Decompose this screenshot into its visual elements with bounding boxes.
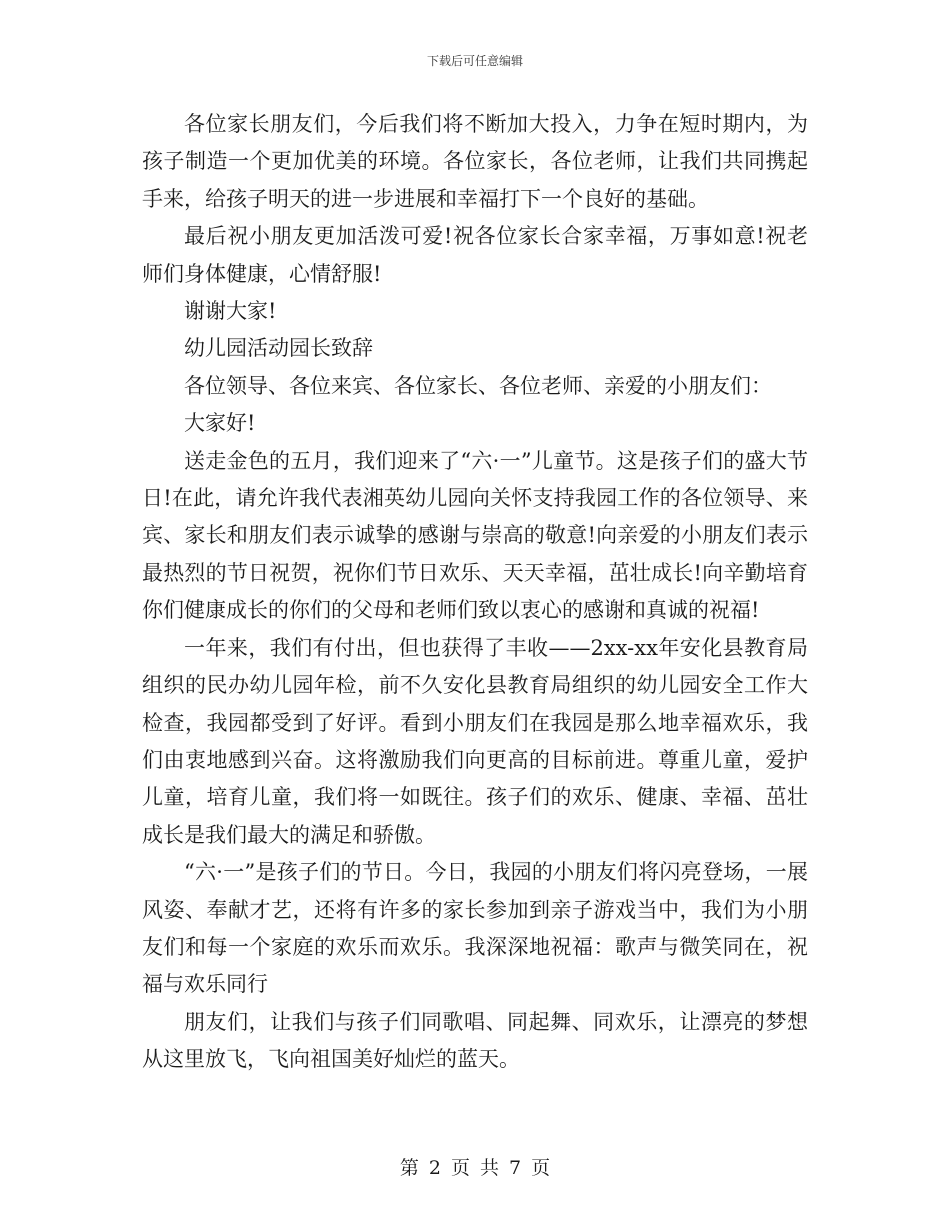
paragraph: 谢谢大家! — [184, 299, 277, 324]
paragraph: “六·一”是孩子们的节日。今日，我园的小朋友们将闪亮登场，一展风姿、奉献才艺，还将有许多的家长参加到亲子游戏当中，我们为小朋友们和每一个家庭的欢乐而欢乐。我深深地祝福：歌声与微笑同在，祝福与欢乐同行 — [142, 860, 808, 997]
paragraph: 最后祝小朋友更加活泼可爱!祝各位家长合家幸福，万事如意!祝老师们身体健康，心情舒服! — [142, 224, 808, 286]
salutation: 各位领导、各位来宾、各位家长、各位老师、亲爱的小朋友们： — [184, 373, 772, 398]
document-body — [142, 106, 808, 1079]
page-header-note: 下载后可任意编辑 — [426, 54, 523, 68]
paragraph: 朋友们，让我们与孩子们同歌唱、同起舞、同欢乐，让漂亮的梦想从这里放飞，飞向祖国美好灿烂的蓝天。 — [142, 1009, 808, 1072]
section-title: 幼儿园活动园长致辞 — [184, 336, 373, 361]
paragraph: 一年来，我们有付出，但也获得了丰收——2xx-xx年安化县教育局组织的民办幼儿园年检，前不久安化县教育局组织的幼儿园安全工作大检查，我园都受到了好评。看到小朋友们在我园是那么地幸福欢乐，我们由衷地感到兴奋。这将激励我们向更高的目标前进。尊重儿童，爱护儿童，培育儿童，我们将一如既往。孩子们的欢乐、健康、幸福、茁壮成长是我们最大的满足和骄傲。 — [142, 635, 808, 847]
greeting: 大家好! — [184, 411, 256, 436]
paragraph: 各位家长朋友们，今后我们将不断加大投入，力争在短时期内，为孩子制造一个更加优美的环境。各位家长，各位老师，让我们共同携起手来，给孩子明天的进一步进展和幸福打下一个良好的基础。 — [142, 112, 808, 211]
paragraph: 送走金色的五月，我们迎来了“六·一”儿童节。这是孩子们的盛大节日!在此，请允许我代表湘英幼儿园向关怀支持我园工作的各位领导、来宾、家长和朋友们表示诚挚的感谢与崇高的敬意!向亲爱的小朋友们表示最热烈的节日祝贺，祝你们节日欢乐、天天幸福，茁壮成长!向辛勤培育你们健康成长的你们的父母和老师们致以衷心的感谢和真诚的祝福! — [142, 448, 808, 623]
page-number: 第 2 页 共 7 页 — [399, 1157, 551, 1179]
